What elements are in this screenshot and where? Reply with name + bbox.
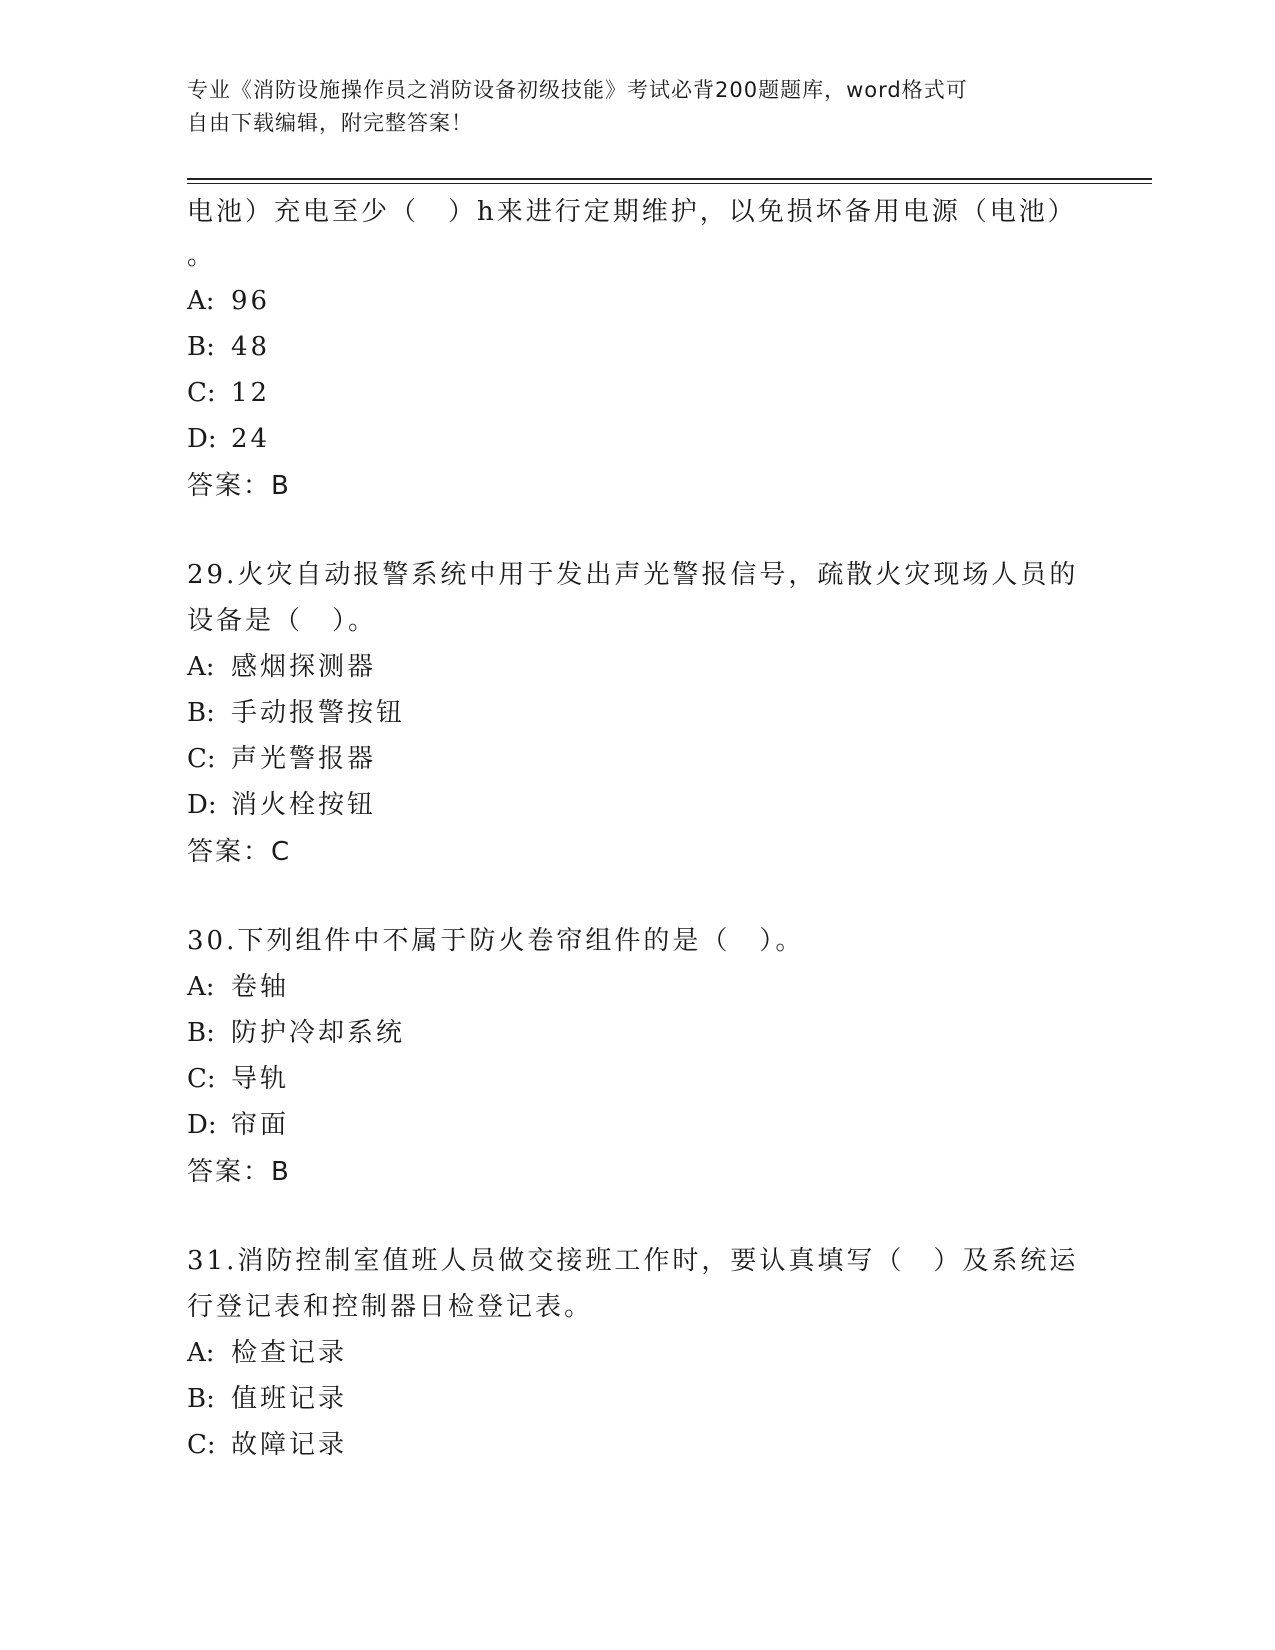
option-text: 声光警报器 [231, 744, 377, 774]
option-text: 帘面 [231, 1110, 290, 1140]
question-31 [187, 1238, 1087, 1468]
option-text: 值班记录 [231, 1384, 348, 1414]
option-text: 消火栓按钮 [231, 790, 377, 820]
option-text: 手动报警按钮 [231, 698, 406, 728]
question-text: 31.消防控制室值班人员做交接班工作时，要认真填写（ ）及系统运 [187, 1246, 1079, 1276]
option-c [187, 736, 1087, 782]
question-text: 电池）充电至少（ ）h来进行定期维护，以免损坏备用电源（电池） [187, 197, 1077, 227]
option-key: C: [187, 744, 216, 774]
option-key: C: [187, 378, 216, 408]
document-header [187, 74, 1067, 140]
option-c [187, 1056, 1087, 1102]
header-line-1: 专业《消防设施操作员之消防设备初级技能》考试必背200题题库，word格式可 [187, 78, 968, 102]
option-key: A: [187, 286, 215, 316]
option-key: D: [187, 424, 217, 454]
option-text: 48 [231, 332, 271, 362]
option-a [187, 278, 1087, 324]
option-text: 24 [231, 424, 271, 454]
option-text: 12 [231, 378, 271, 408]
option-a [187, 644, 1087, 690]
option-b [187, 1010, 1087, 1056]
option-d [187, 416, 1087, 462]
answer-line: 答案：B [187, 1157, 291, 1187]
question-29 [187, 552, 1087, 876]
question-text: 。 [187, 241, 217, 271]
option-a [187, 1330, 1087, 1376]
option-key: B: [187, 698, 215, 728]
option-c [187, 370, 1087, 416]
answer-line: 答案：B [187, 471, 291, 501]
option-text: 检查记录 [231, 1338, 348, 1368]
option-key: D: [187, 790, 217, 820]
option-d [187, 1102, 1087, 1148]
option-text: 卷轴 [231, 972, 290, 1002]
option-c [187, 1422, 1087, 1468]
document-body [187, 190, 1087, 1468]
question-text: 设备是（ ）。 [187, 606, 378, 636]
option-key: A: [187, 652, 215, 682]
option-text: 感烟探测器 [231, 652, 377, 682]
answer-line: 答案：C [187, 837, 292, 867]
option-key: C: [187, 1430, 216, 1460]
option-text: 防护冷却系统 [231, 1018, 406, 1048]
option-b [187, 690, 1087, 736]
question-30 [187, 918, 1087, 1196]
option-key: A: [187, 972, 215, 1002]
option-d [187, 782, 1087, 828]
option-key: C: [187, 1064, 216, 1094]
question-text: 29.火灾自动报警系统中用于发出声光警报信号，疏散火灾现场人员的 [187, 560, 1079, 590]
option-key: A: [187, 1338, 215, 1368]
option-b [187, 1376, 1087, 1422]
option-key: D: [187, 1110, 217, 1140]
question-text: 30.下列组件中不属于防火卷帘组件的是（ ）。 [187, 926, 805, 956]
question-text: 行登记表和控制器日检登记表。 [187, 1292, 594, 1322]
option-key: B: [187, 332, 215, 362]
option-a [187, 964, 1087, 1010]
option-key: B: [187, 1384, 215, 1414]
option-text: 导轨 [231, 1064, 290, 1094]
question-28-continued [187, 190, 1087, 510]
option-b [187, 324, 1087, 370]
option-key: B: [187, 1018, 215, 1048]
option-text: 故障记录 [231, 1430, 348, 1460]
option-text: 96 [231, 286, 271, 316]
header-line-2: 自由下载编辑，附完整答案！ [187, 111, 473, 135]
header-divider-thick [187, 178, 1152, 180]
header-divider-thin [187, 183, 1152, 184]
